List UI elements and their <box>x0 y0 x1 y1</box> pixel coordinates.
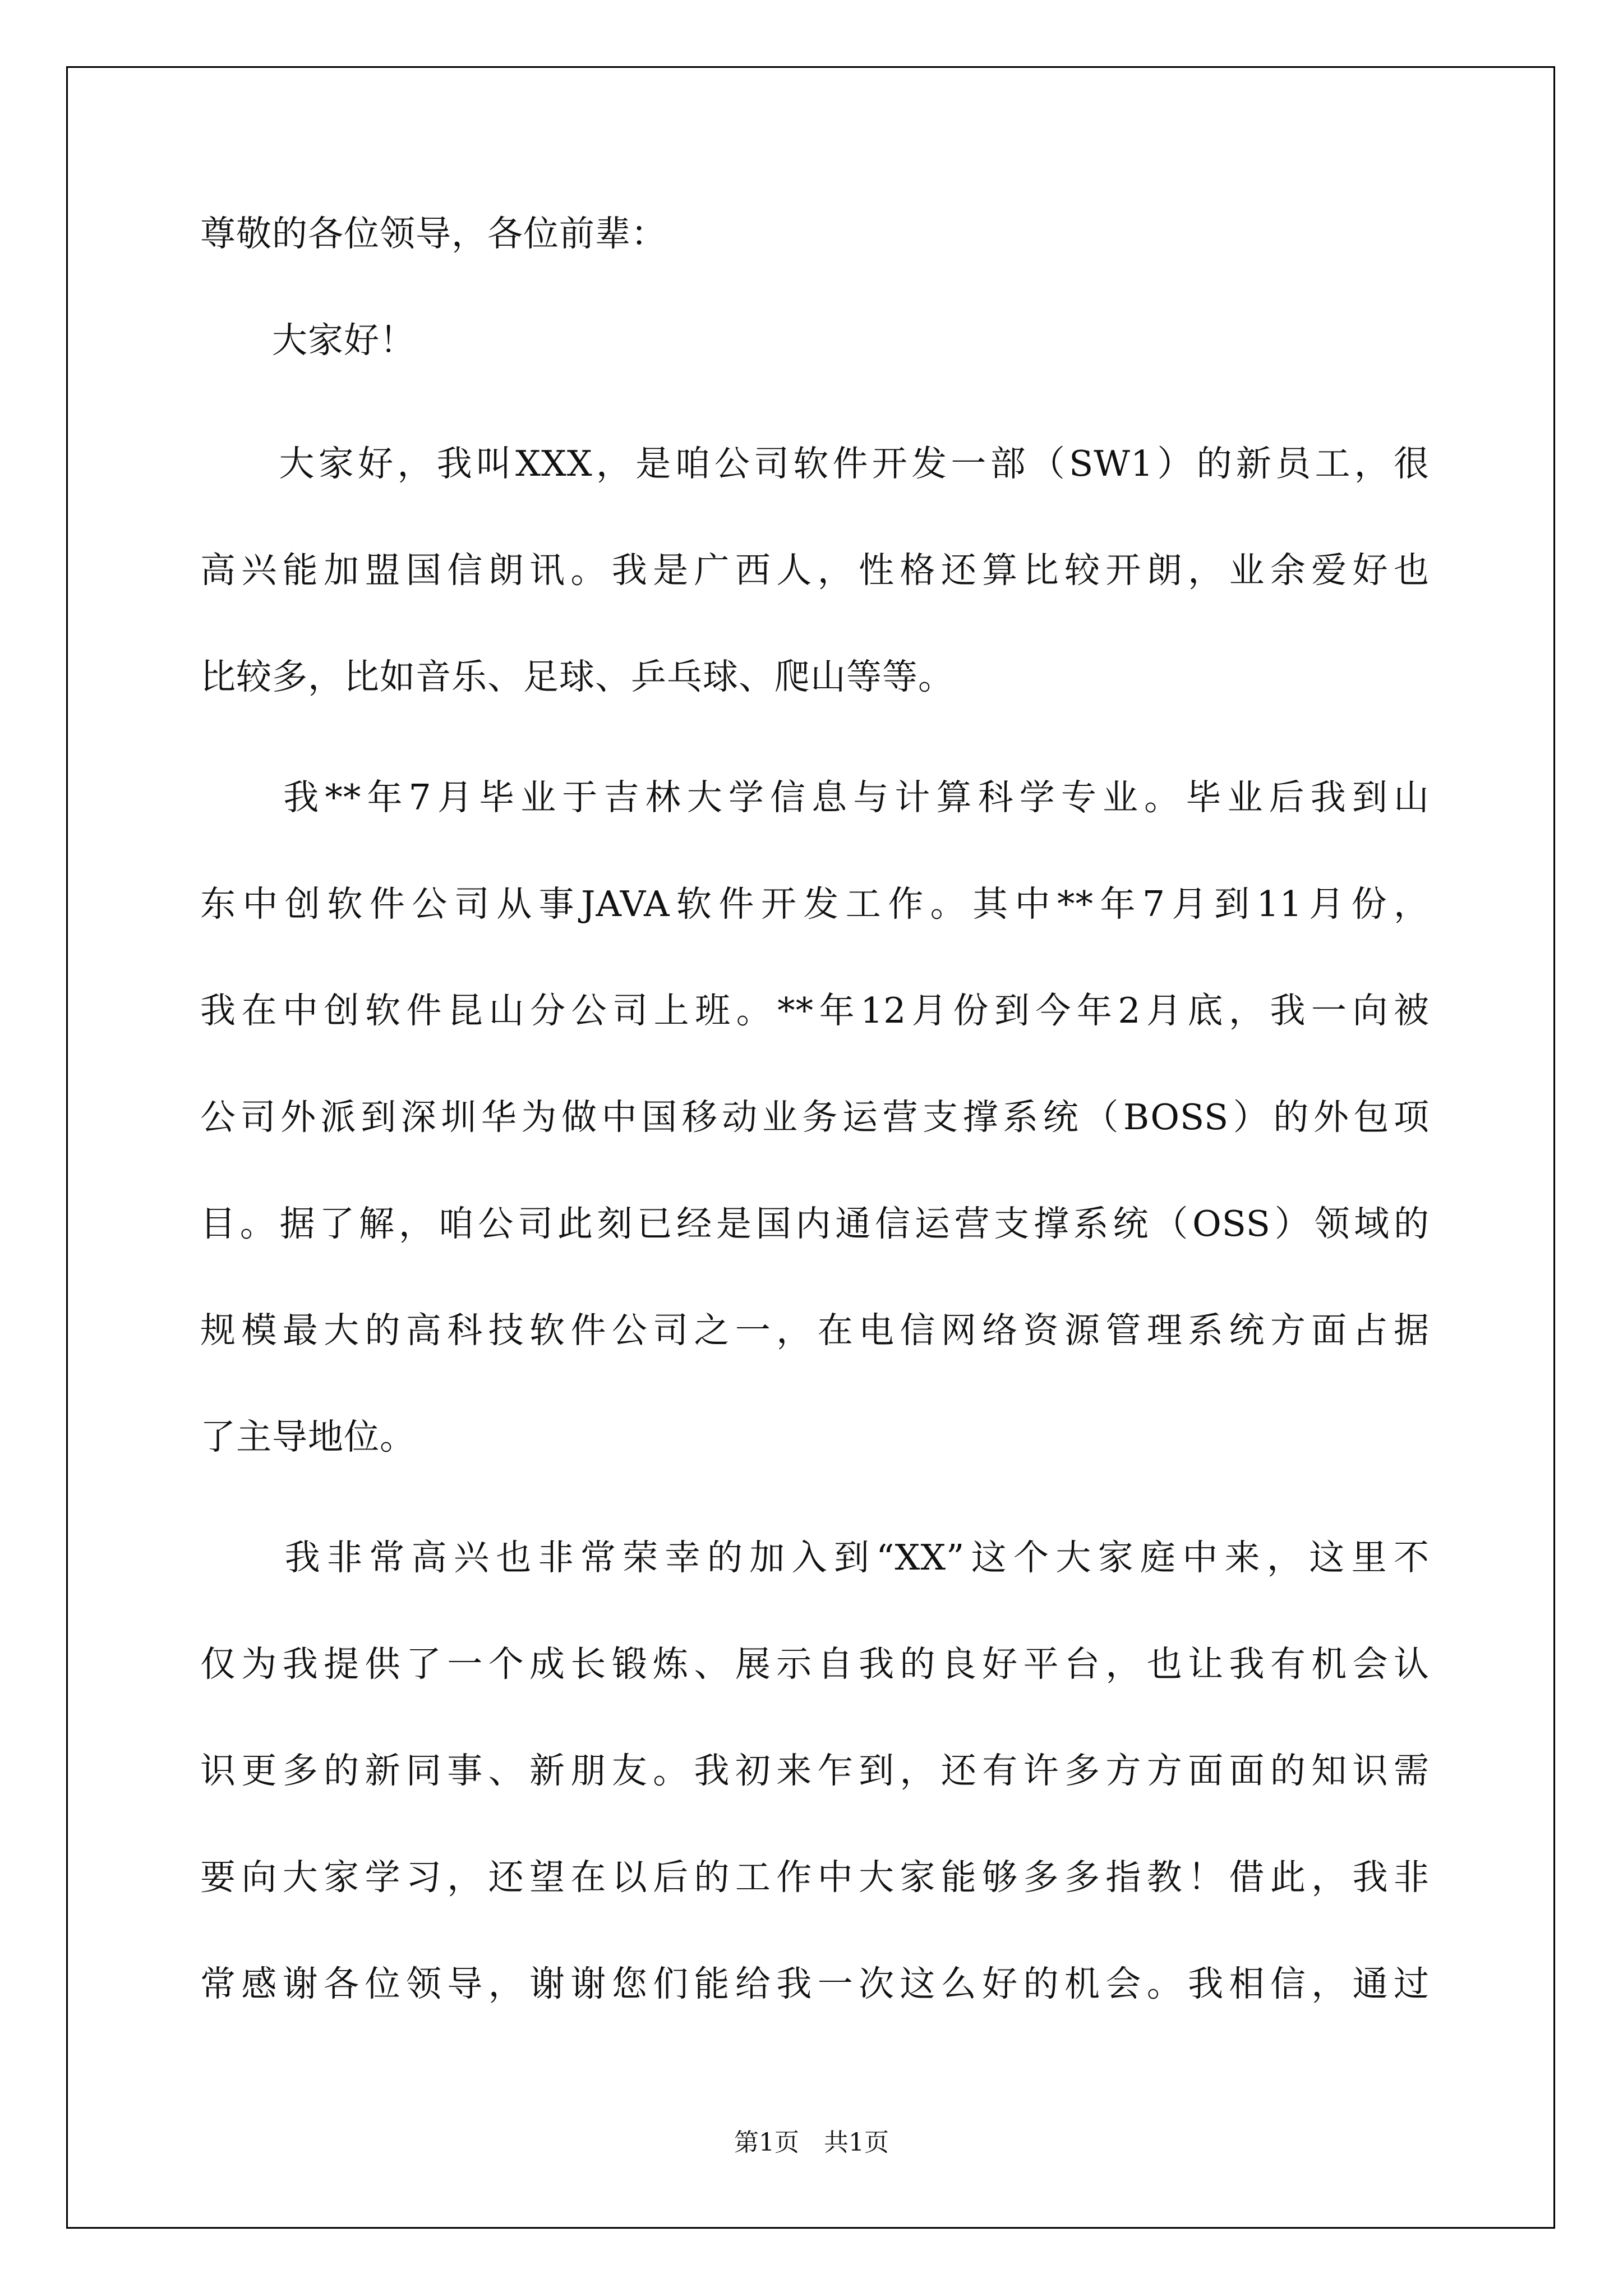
paragraph-line: 东中创软件公司从事JAVA软件开发工作。其中**年7月到11月份， <box>200 884 1430 924</box>
paragraph-line: 规模最大的高科技软件公司之一，在电信网络资源管理系统方面占据 <box>200 1310 1430 1351</box>
paragraph-line: 高兴能加盟国信朗讯。我是广西人，性格还算比较开朗，业余爱好也 <box>200 550 1430 591</box>
page-number-footer: 第1页 共1页 <box>734 2128 889 2157</box>
paragraph-line: 目。据了解，咱公司此刻已经是国内通信运营支撑系统（OSS）领域的 <box>200 1203 1430 1244</box>
paragraph-line: 我非常高兴也非常荣幸的加入到“XX”这个大家庭中来，这里不 <box>200 1537 1430 1578</box>
paragraph-line: 大家好，我叫XXX，是咱公司软件开发一部（SW1）的新员工，很 <box>200 443 1430 484</box>
paragraph-line: 公司外派到深圳华为做中国移动业务运营支撑系统（BOSS）的外包项 <box>200 1097 1430 1138</box>
salutation-line: 尊敬的各位领导，各位前辈： <box>200 213 667 254</box>
paragraph-line: 了主导地位。 <box>200 1416 416 1457</box>
paragraph-line: 识更多的新同事、新朋友。我初来乍到，还有许多方方面面的知识需 <box>200 1750 1430 1791</box>
paragraph-line: 我**年7月毕业于吉林大学信息与计算科学专业。毕业后我到山 <box>200 777 1430 818</box>
paragraph-line: 仅为我提供了一个成长锻炼、展示自我的良好平台，也让我有机会认 <box>200 1644 1430 1685</box>
paragraph-line: 要向大家学习，还望在以后的工作中大家能够多多指教！借此，我非 <box>200 1857 1430 1898</box>
page-border <box>66 66 1555 2229</box>
paragraph-line: 比较多，比如音乐、足球、乒乓球、爬山等等。 <box>200 656 954 697</box>
paragraph-line: 常感谢各位领导，谢谢您们能给我一次这么好的机会。我相信，通过 <box>200 1963 1430 2004</box>
paragraph-line: 我在中创软件昆山分公司上班。**年12月份到今年2月底，我一向被 <box>200 990 1430 1031</box>
greeting-line: 大家好！ <box>200 320 416 361</box>
